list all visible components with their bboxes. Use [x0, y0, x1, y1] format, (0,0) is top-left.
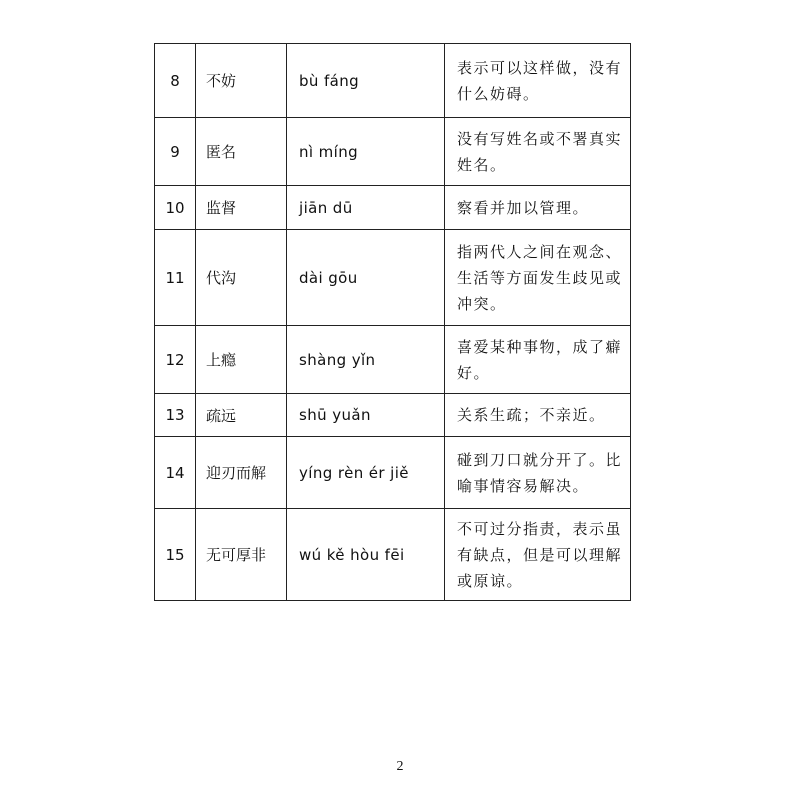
row-number: 10 [155, 186, 196, 230]
table-row [155, 118, 631, 186]
row-number: 11 [155, 230, 196, 326]
page-number: 2 [396, 759, 404, 774]
pinyin-cell: wú kě hòu fēi [287, 509, 445, 601]
table-row [155, 230, 631, 326]
pinyin-cell: jiān dū [287, 186, 445, 230]
table-row [155, 437, 631, 509]
row-number: 13 [155, 394, 196, 437]
row-number: 8 [155, 44, 196, 118]
definition-cell: 指两代人之间在观念、生活等方面发生歧见或冲突。 [445, 230, 631, 326]
table-row [155, 509, 631, 601]
pinyin-cell: nì míng [287, 118, 445, 186]
word-cell: 迎刃而解 [196, 437, 287, 509]
definition-cell: 表示可以这样做，没有什么妨碍。 [445, 44, 631, 118]
row-number: 15 [155, 509, 196, 601]
pinyin-cell: shū yuǎn [287, 394, 445, 437]
table-row [155, 186, 631, 230]
definition-cell: 关系生疏；不亲近。 [445, 394, 631, 437]
word-cell: 上瘾 [196, 326, 287, 394]
row-number: 9 [155, 118, 196, 186]
word-cell: 无可厚非 [196, 509, 287, 601]
word-cell: 疏远 [196, 394, 287, 437]
pinyin-cell: shàng yǐn [287, 326, 445, 394]
vocabulary-table [154, 43, 631, 601]
definition-cell: 没有写姓名或不署真实姓名。 [445, 118, 631, 186]
word-cell: 监督 [196, 186, 287, 230]
definition-cell: 碰到刀口就分开了。比喻事情容易解决。 [445, 437, 631, 509]
pinyin-cell: yíng rèn ér jiě [287, 437, 445, 509]
word-cell: 匿名 [196, 118, 287, 186]
table-row [155, 326, 631, 394]
pinyin-cell: bù fáng [287, 44, 445, 118]
word-cell: 代沟 [196, 230, 287, 326]
definition-cell: 察看并加以管理。 [445, 186, 631, 230]
table-row [155, 394, 631, 437]
table-row [155, 44, 631, 118]
row-number: 14 [155, 437, 196, 509]
definition-cell: 喜爱某种事物，成了癖好。 [445, 326, 631, 394]
row-number: 12 [155, 326, 196, 394]
pinyin-cell: dài gōu [287, 230, 445, 326]
definition-cell: 不可过分指责，表示虽有缺点，但是可以理解或原谅。 [445, 509, 631, 601]
word-cell: 不妨 [196, 44, 287, 118]
